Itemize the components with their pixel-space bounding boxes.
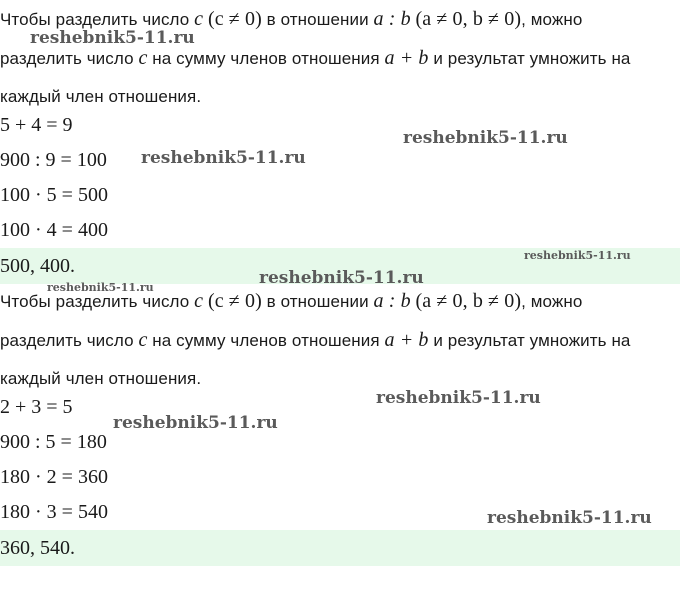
watermark: reshebnik5-11.ru	[113, 413, 278, 433]
answer-box	[0, 530, 680, 566]
text: разделить число	[0, 49, 134, 68]
math: a + b	[384, 47, 429, 69]
math: a : b	[373, 8, 411, 30]
math: c	[138, 47, 148, 69]
math: (c ≠ 0)	[207, 290, 262, 312]
answer-text: 500, 400.	[0, 255, 75, 277]
text: в отношении	[266, 292, 369, 311]
rule-paragraph-2	[0, 282, 680, 398]
step-equation: 180 · 3 = 540	[0, 501, 108, 523]
text: , можно	[521, 292, 583, 311]
math: (a ≠ 0, b ≠ 0)	[415, 8, 522, 30]
text: разделить число	[0, 331, 134, 350]
watermark: reshebnik5-11.ru	[376, 388, 541, 408]
watermark: reshebnik5-11.ru	[141, 148, 306, 168]
math: a : b	[373, 290, 411, 312]
text: и результат умножить на	[433, 331, 631, 350]
math: (a ≠ 0, b ≠ 0)	[415, 290, 522, 312]
math: c	[194, 290, 204, 312]
watermark: reshebnik5-11.ru	[487, 508, 652, 528]
text: на сумму членов отношения	[152, 49, 380, 68]
text: каждый член отношения.	[0, 87, 202, 106]
step-equation: 5 + 4 = 9	[0, 114, 73, 136]
math: c	[138, 329, 148, 351]
text: на сумму членов отношения	[152, 331, 380, 350]
math: (c ≠ 0)	[207, 8, 262, 30]
rule-paragraph-1	[0, 0, 680, 116]
watermark: reshebnik5-11.ru	[259, 268, 424, 288]
watermark: reshebnik5-11.ru	[524, 249, 631, 262]
step-equation: 900 : 5 = 180	[0, 431, 107, 453]
step-equation: 100 · 5 = 500	[0, 184, 108, 206]
math: a + b	[384, 329, 429, 351]
text: каждый член отношения.	[0, 369, 202, 388]
text: в отношении	[266, 10, 369, 29]
text: Чтобы разделить число	[0, 292, 190, 311]
answer-text: 360, 540.	[0, 537, 75, 559]
math: c	[194, 8, 204, 30]
step-equation: 180 · 2 = 360	[0, 466, 108, 488]
watermark: reshebnik5-11.ru	[47, 281, 154, 294]
text: и результат умножить на	[433, 49, 631, 68]
step-equation: 100 · 4 = 400	[0, 219, 108, 241]
watermark: reshebnik5-11.ru	[30, 28, 195, 48]
text: Чтобы разделить число	[0, 10, 190, 29]
step-equation: 900 : 9 = 100	[0, 149, 107, 171]
text: , можно	[521, 10, 583, 29]
step-equation: 2 + 3 = 5	[0, 396, 73, 418]
watermark: reshebnik5-11.ru	[403, 128, 568, 148]
